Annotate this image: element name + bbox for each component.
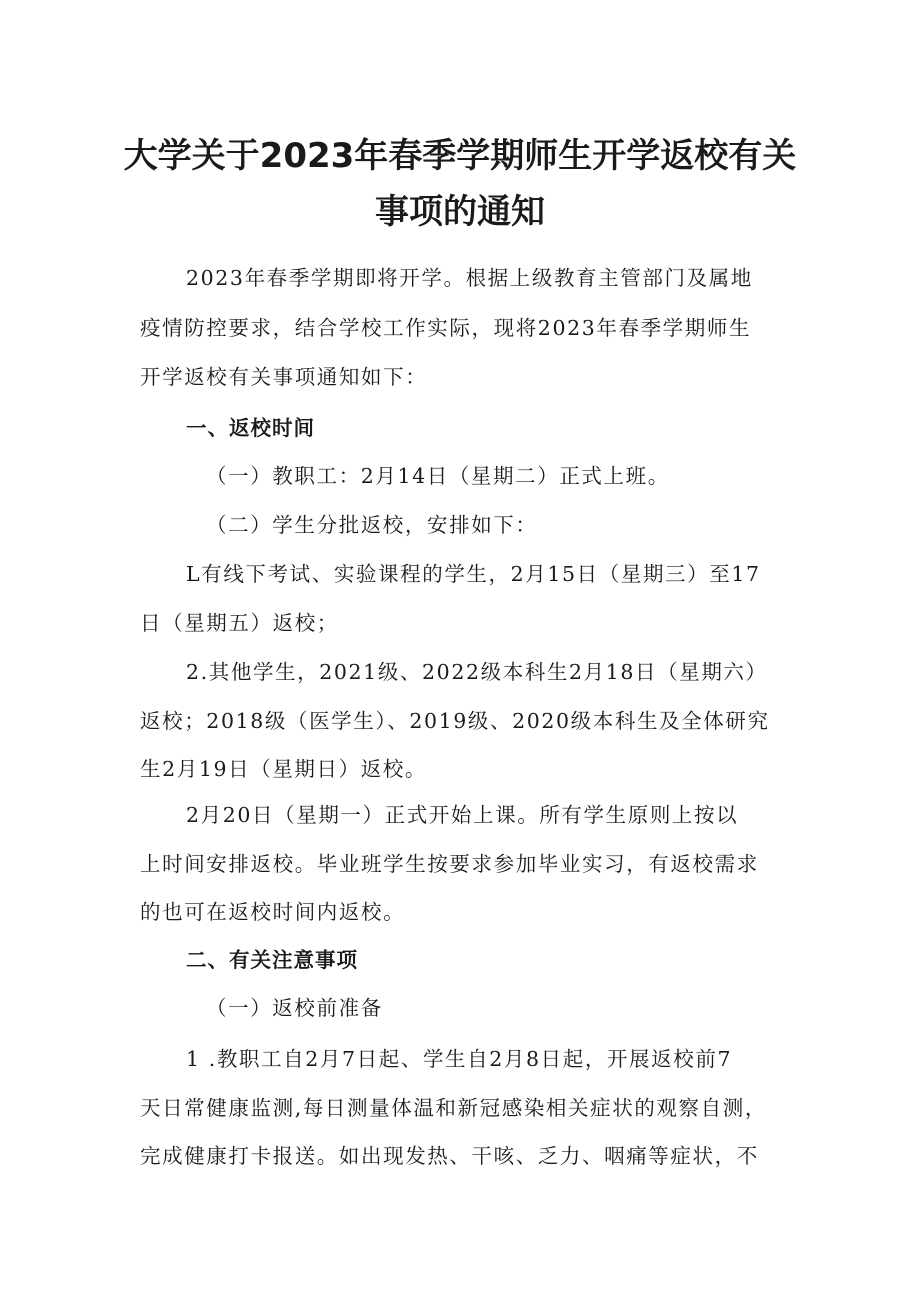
s1-paragraph-1-line-2: 日（星期五）返校； <box>140 611 339 635</box>
section-1-item-2: （二）学生分批返校，安排如下： <box>206 513 538 537</box>
s1-paragraph-3-line-3: 的也可在返校时间内返校。 <box>140 900 406 924</box>
intro-line-3: 开学返校有关事项通知如下： <box>140 365 428 389</box>
s1-paragraph-2-line-3: 生2月19日（星期日）返校。 <box>140 757 428 781</box>
s2-paragraph-1-line-3: 完成健康打卡报送。如出现发热、干咳、乏力、咽痛等症状，不 <box>140 1144 759 1168</box>
s1-paragraph-1-line-1: L有线下考试、实验课程的学生，2月15日（星期三）至17 <box>186 562 761 586</box>
s1-paragraph-2-line-2: 返校；2018级（医学生）、2019级、2020级本科生及全体研究 <box>140 709 770 733</box>
section-1-heading: 一、返校时间 <box>186 416 315 440</box>
intro-line-1: 2023年春季学期即将开学。根据上级教育主管部门及属地 <box>186 266 753 290</box>
document-title <box>120 128 800 240</box>
s2-paragraph-1-line-1: 1 .教职工自2月7日起、学生自2月8日起，开展返校前7 <box>186 1047 733 1071</box>
title-line-2: 事项的通知 <box>375 192 545 232</box>
section-2-item-1: （一）返校前准备 <box>206 996 383 1020</box>
s1-paragraph-3-line-1: 2月20日（星期一）正式开始上课。所有学生原则上按以 <box>186 803 739 827</box>
s2-paragraph-1-line-2: 天日常健康监测,每日测量体温和新冠感染相关症状的观察自测， <box>140 1096 767 1120</box>
title-line-1: 大学关于2023年春季学期师生开学返校有关 <box>123 136 797 176</box>
s1-paragraph-3-line-2: 上时间安排返校。毕业班学生按要求参加毕业实习，有返校需求 <box>140 852 759 876</box>
intro-line-2: 疫情防控要求，结合学校工作实际，现将2023年春季学期师生 <box>140 316 752 340</box>
s1-paragraph-2-line-1: 2.其他学生，2021级、2022级本科生2月18日（星期六） <box>186 660 768 684</box>
section-1-item-1: （一）教职工：2月14日（星期二）正式上班。 <box>206 464 670 488</box>
section-2-heading: 二、有关注意事项 <box>186 948 358 972</box>
